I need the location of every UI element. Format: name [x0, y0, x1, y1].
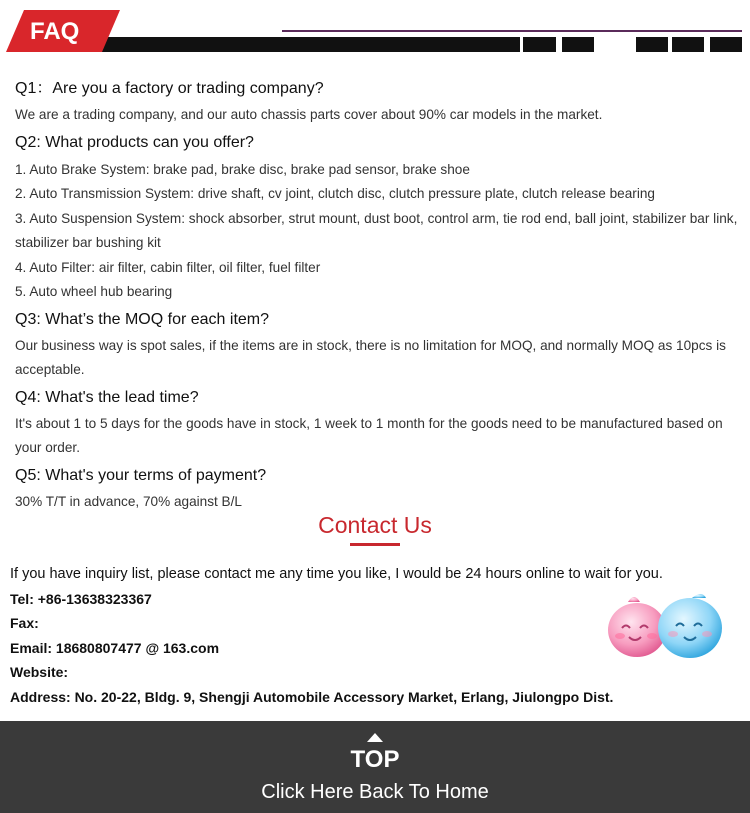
- back-to-home-link[interactable]: Click Here Back To Home: [261, 781, 489, 803]
- top-arrow-icon[interactable]: [340, 731, 410, 771]
- contact-website: Website:: [10, 664, 69, 680]
- faq-answer: It's about 1 to 5 days for the goods have in stock, 1 week to 1 month for the goods need to be manufactured based on your order.: [15, 415, 723, 455]
- product-list-item: 1. Auto Brake System: brake pad, brake disc, brake pad sensor, brake shoe: [15, 161, 470, 177]
- faq-title: FAQ: [30, 18, 80, 45]
- faq-question: Q2: What products can you offer?: [15, 133, 254, 151]
- faq-question: Q1：Are you a factory or trading company?: [15, 80, 324, 97]
- product-list-item: 4. Auto Filter: air filter, cabin filter, oil filter, fuel filter: [15, 259, 321, 275]
- contact-email: Email: 18680807477 @ 163.com: [10, 639, 220, 656]
- product-list-item: 5. Auto wheel hub bearing: [15, 284, 173, 299]
- contact-tel: Tel: +86-13638323367: [10, 590, 152, 607]
- product-list-item: 2. Auto Transmission System: drive shaft, cv joint, clutch disc, clutch pressure plate, clutch release bearing: [15, 186, 655, 201]
- footer-back-to-top[interactable]: [0, 721, 750, 813]
- faq-question: Q5: What's your terms of payment?: [15, 466, 267, 484]
- contact-intro: If you have inquiry list, please contact me any time you like, I would be 24 hours online to wait for you.: [10, 566, 663, 582]
- faq-question: Q3: What’s the MOQ for each item?: [15, 310, 270, 328]
- faq-section: [15, 78, 743, 514]
- top-label[interactable]: TOP: [350, 746, 400, 771]
- contact-fax: Fax:: [10, 615, 39, 631]
- blue-face-icon: [658, 594, 722, 658]
- contact-address: Address: No. 20-22, Bldg. 9, Shengji Automobile Accessory Market, Erlang, Jiulongpo Dist.: [10, 688, 614, 705]
- faq-answer: 30% T/T in advance, 70% against B/L: [15, 493, 242, 509]
- header-block: [710, 37, 742, 52]
- header-block: [672, 37, 704, 52]
- contact-title-underline: [350, 543, 400, 546]
- header-block: [562, 37, 594, 52]
- faq-answer: Our business way is spot sales, if the items are in stock, there is no limitation for MOQ, and normally MOQ as 10pcs is acceptable.: [15, 337, 726, 377]
- contact-title: Contact Us: [318, 512, 432, 538]
- smiley-faces-icon: [604, 590, 729, 665]
- header-divider-line: [282, 30, 742, 32]
- faq-header: [0, 0, 750, 60]
- header-black-bar: [95, 37, 520, 52]
- header-block: [636, 37, 668, 52]
- faq-answer: We are a trading company, and our auto chassis parts cover about 90% car models in the market.: [15, 107, 603, 122]
- faq-question: Q4: What's the lead time?: [15, 388, 199, 406]
- product-list: [15, 158, 743, 305]
- pink-face-icon: [608, 597, 666, 657]
- header-block: [523, 37, 556, 52]
- product-list-item: 3. Auto Suspension System: shock absorber, strut mount, dust boot, control arm, tie rod end, ball joint, stabilizer bar link, stabilizer bar bushing kit: [15, 210, 738, 250]
